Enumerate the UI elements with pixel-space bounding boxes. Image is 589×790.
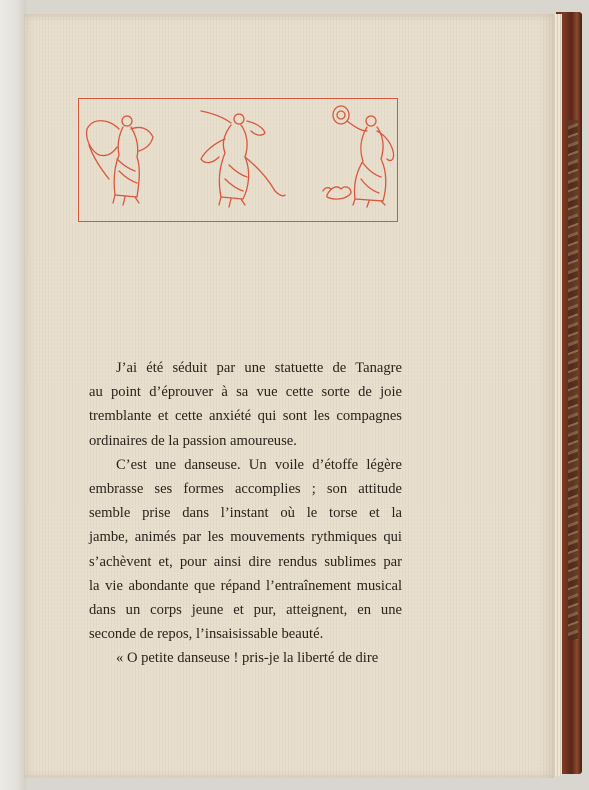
book-page (24, 14, 554, 778)
adjacent-page-edge (0, 0, 26, 790)
text-line: ordinaires de la passion amoureuse. (89, 432, 297, 449)
text-line: C’est une danseuse. Un voile d’étoffe légère (116, 456, 402, 473)
text-line: jambe, animés par les mouvements rythmiques qui (89, 529, 402, 546)
text-line: J’ai été séduit par une statuette de Tanagre (116, 360, 402, 376)
text-line: la vie abondante que répand l’entraînement musical (89, 577, 402, 594)
dancer-figure-left (87, 116, 153, 205)
text-line: seconde de repos, l’insaisissable beauté. (89, 626, 324, 643)
dancer-figure-right (323, 106, 394, 207)
paragraph-1 (89, 356, 402, 453)
paragraph-3 (89, 646, 402, 670)
text-line: « O petite danseuse ! pris-je la liberté de dire (116, 650, 379, 667)
text-line: embrasse ses formes accomplies ; son attitude (89, 481, 402, 498)
paragraph-2 (89, 453, 402, 647)
dancers-frieze-illustration (78, 98, 398, 222)
text-line: semble prise dans l’instant où le torse et la (89, 505, 402, 522)
dancer-figure-center (201, 111, 285, 207)
text-line: tremblante et cette anxiété qui sont les compagnes (89, 408, 402, 425)
text-line: s’achèvent et, pour ainsi dire rendus sublimes par (89, 553, 402, 570)
text-line: dans un corps jeune et pur, atteignent, en une (89, 602, 402, 619)
page-text (89, 356, 402, 671)
text-line: au point d’éprouver à sa vue cette sorte de joie (89, 384, 402, 401)
marbled-endpaper (568, 120, 578, 640)
